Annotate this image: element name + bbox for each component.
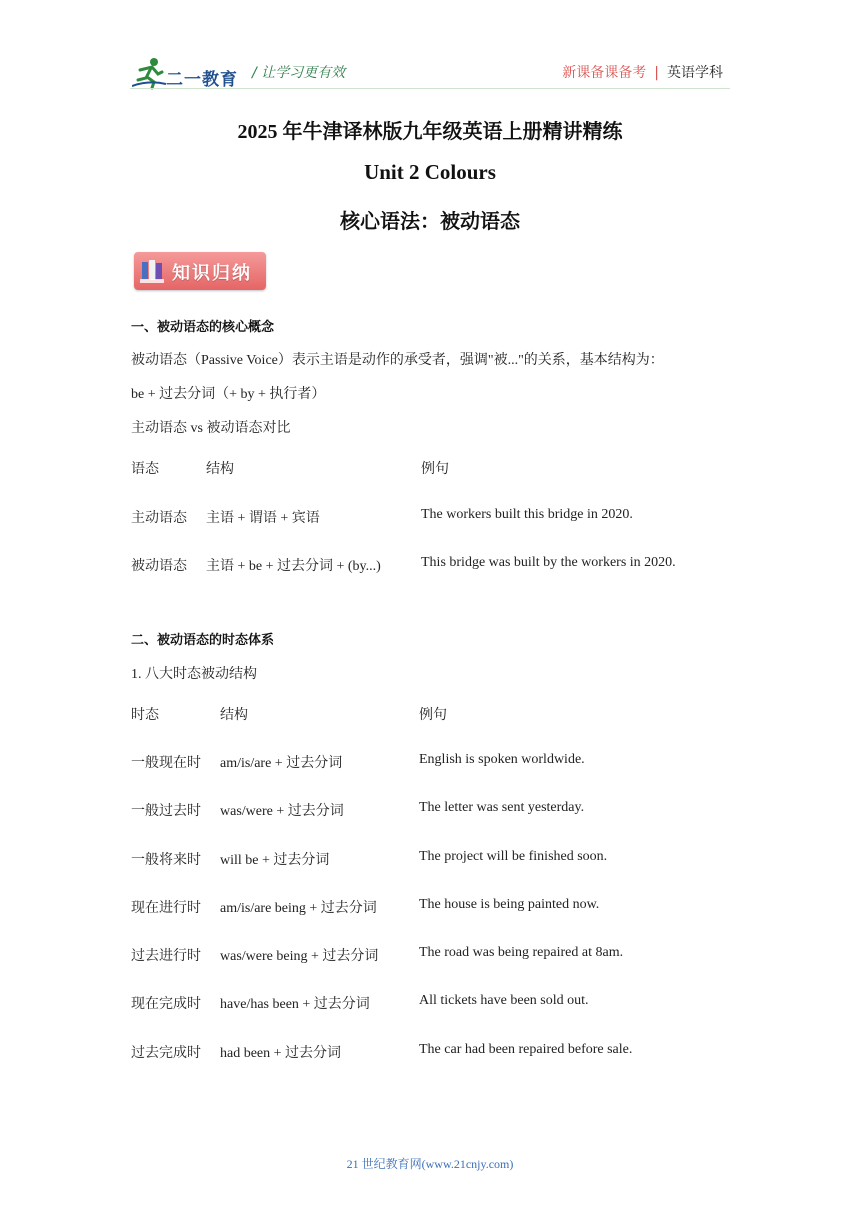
table-cell: 一般将来时 xyxy=(131,853,201,868)
table-header-cell: 语态 xyxy=(131,462,159,477)
table-cell: The car had been repaired before sale. xyxy=(419,1042,633,1057)
table-cell: had been + 过去分词 xyxy=(220,1046,342,1061)
table-cell: 主语 + 谓语 + 宾语 xyxy=(206,511,320,526)
table-header-cell: 时态 xyxy=(131,708,159,723)
runner-icon xyxy=(132,56,166,90)
table-cell: 现在完成时 xyxy=(131,997,201,1012)
unit-title: Unit 2 Colours xyxy=(364,160,496,184)
header-separator: | xyxy=(654,65,659,81)
table-cell: will be + 过去分词 xyxy=(220,853,330,868)
table-cell: 一般过去时 xyxy=(131,804,201,819)
table-cell: All tickets have been sold out. xyxy=(419,993,589,1008)
section1-para2: be + 过去分词（+ by + 执行者） xyxy=(131,387,326,402)
books-icon xyxy=(140,258,164,284)
section1-para1: 被动语态（Passive Voice）表示主语是动作的承受者，强调"被..."的关系，基本结构为： xyxy=(131,353,664,368)
table-header-cell: 结构 xyxy=(206,462,234,477)
section1-para3: 主动语态 vs 被动语态对比 xyxy=(131,421,291,436)
table-cell: 过去进行时 xyxy=(131,949,201,964)
table-header-cell: 例句 xyxy=(419,708,447,723)
table-cell: The house is being painted now. xyxy=(419,897,600,912)
document-title: 2025 年牛津译林版九年级英语上册精讲精练 xyxy=(237,121,623,143)
header-right xyxy=(562,62,723,82)
table-cell: 被动语态 xyxy=(131,559,187,574)
table-cell: English is spoken worldwide. xyxy=(419,752,585,767)
table-cell: 主语 + be + 过去分词 + (by...) xyxy=(206,559,381,574)
header-divider xyxy=(130,88,730,89)
table-cell: 过去完成时 xyxy=(131,1046,201,1061)
table-cell: am/is/are + 过去分词 xyxy=(220,756,343,771)
table-cell: The letter was sent yesterday. xyxy=(419,800,585,815)
brand-logo[interactable] xyxy=(132,56,242,92)
knowledge-summary-badge xyxy=(134,252,266,290)
table-header-cell: 例句 xyxy=(421,462,449,477)
table-cell: 现在进行时 xyxy=(131,901,201,916)
table-cell: was/were being + 过去分词 xyxy=(220,949,379,964)
header-course-label: 新课备课备考 xyxy=(562,65,647,81)
table-cell: The road was being repaired at 8am. xyxy=(419,945,624,960)
page-footer[interactable]: 21 世纪教育网(www.21cnjy.com) xyxy=(346,1157,514,1171)
table-cell: have/has been + 过去分词 xyxy=(220,997,370,1012)
table-cell: was/were + 过去分词 xyxy=(220,804,344,819)
table-cell: The workers built this bridge in 2020. xyxy=(421,507,633,522)
table-cell: The project will be finished soon. xyxy=(419,849,608,864)
logo-text: 二一教育 xyxy=(166,70,238,90)
page-header xyxy=(0,0,860,100)
table-cell: 一般现在时 xyxy=(131,756,201,771)
section2-heading: 二、被动语态的时态体系 xyxy=(131,633,275,648)
table-cell: 主动语态 xyxy=(131,511,187,526)
section2-subheading: 1. 八大时态被动结构 xyxy=(131,667,257,682)
table-header-cell: 结构 xyxy=(220,708,248,723)
table-cell: This bridge was built by the workers in 2020. xyxy=(421,555,676,570)
section1-heading: 一、被动语态的核心概念 xyxy=(131,320,275,335)
topic-title: 核心语法：被动语态 xyxy=(340,211,520,233)
table-cell: am/is/are being + 过去分词 xyxy=(220,901,377,916)
header-subject-label: 英语学科 xyxy=(667,65,723,81)
slogan: / 让学习更有效 xyxy=(252,65,346,81)
badge-label: 知识归纳 xyxy=(172,263,252,284)
